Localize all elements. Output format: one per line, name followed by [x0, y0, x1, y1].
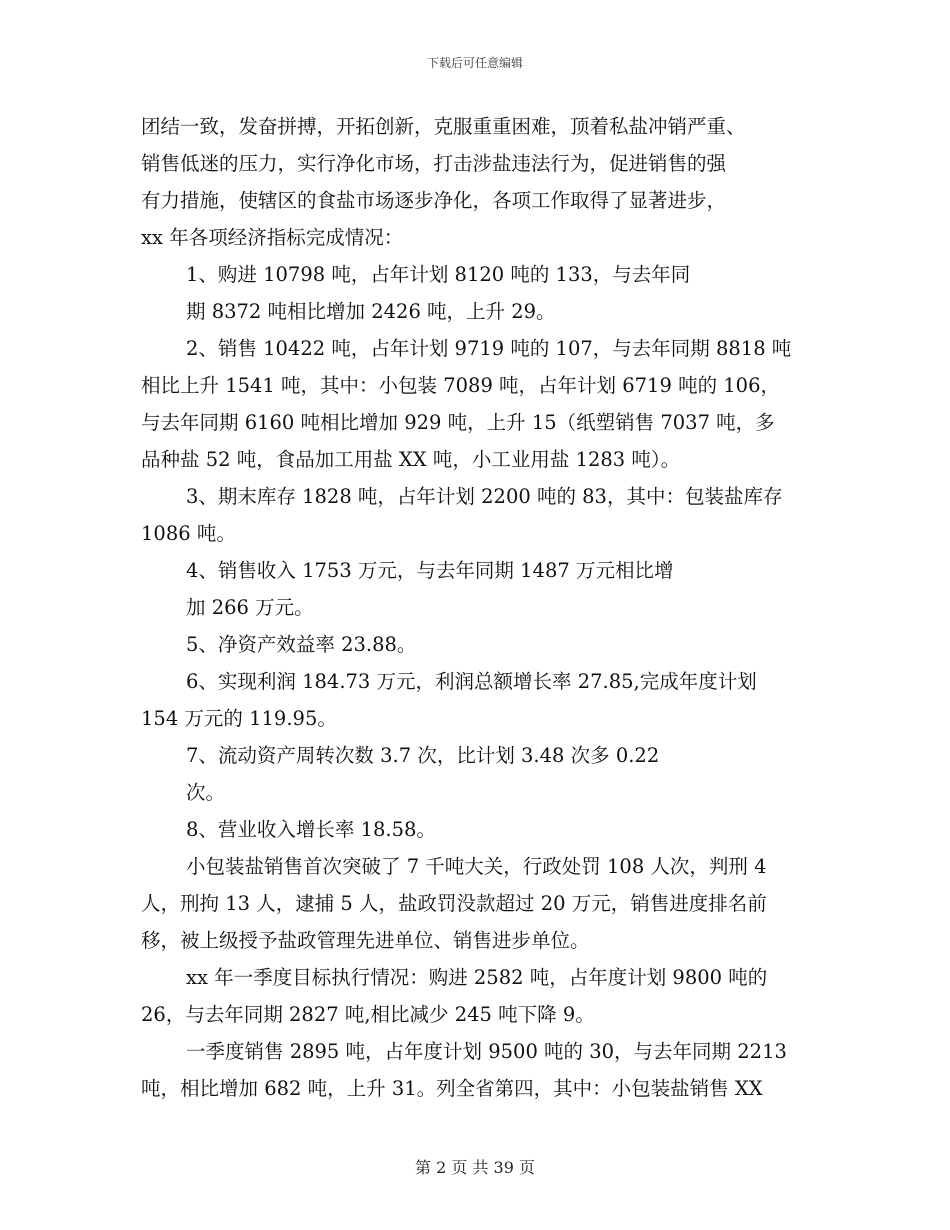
text-line: 一季度销售 2895 吨，占年度计划 9500 吨的 30，与去年同期 2213 [186, 1040, 787, 1063]
text-line: 人，刑拘 13 人，逮捕 5 人，盐政罚没款超过 20 万元，销售进度排名前 [141, 892, 767, 915]
text-line: 7、流动资产周转次数 3.7 次，比计划 3.48 次多 0.22 [186, 744, 660, 767]
page-header: 下载后可任意编辑 [426, 56, 523, 70]
text-line: 4、销售收入 1753 万元，与去年同期 1487 万元相比增 [186, 559, 674, 582]
text-line: 相比上升 1541 吨，其中：小包装 7089 吨，占年计划 6719 吨的 106， [141, 374, 780, 397]
text-line: 品种盐 52 吨，食品加工用盐 XX 吨，小工业用盐 1283 吨）。 [141, 448, 681, 471]
text-line: 加 266 万元。 [186, 596, 314, 619]
text-line: 1、购进 10798 吨，占年计划 8120 吨的 133，与去年同 [186, 263, 691, 286]
text-line: 6、实现利润 184.73 万元，利润总额增长率 27.85,完成年度计划 [186, 670, 757, 693]
text-line: 5、净资产效益率 23.88。 [186, 633, 417, 656]
text-line: xx 年各项经济指标完成情况： [141, 226, 404, 249]
text-line: 小包装盐销售首次突破了 7 千吨大关，行政处罚 108 人次，判刑 4 [186, 855, 767, 878]
text-line: 有力措施，使辖区的食盐市场逐步净化，各项工作取得了显著进步， [141, 189, 727, 212]
page-footer: 第 2 页 共 39 页 [415, 1158, 535, 1177]
text-line: 吨，相比增加 682 吨，上升 31。列全省第四，其中：小包装盐销售 XX [141, 1077, 763, 1100]
text-line: 次。 [186, 781, 226, 804]
document-body [141, 108, 809, 1107]
text-line: 154 万元的 119.95。 [141, 707, 337, 730]
text-line: 8、营业收入增长率 18.58。 [186, 818, 436, 841]
text-line: 1086 吨。 [141, 522, 236, 545]
text-line: 26，与去年同期 2827 吨,相比减少 245 吨下降 9。 [141, 1003, 595, 1026]
text-line: 2、销售 10422 吨，占年计划 9719 吨的 107，与去年同期 8818 吨 [186, 337, 792, 360]
text-line: 移，被上级授予盐政管理先进单位、销售进步单位。 [141, 929, 590, 952]
text-line: 3、期末库存 1828 吨，占年计划 2200 吨的 83，其中：包装盐库存 [186, 485, 783, 508]
text-line: xx 年一季度目标执行情况：购进 2582 吨，占年度计划 9800 吨的 [186, 966, 768, 989]
text-line: 与去年同期 6160 吨相比增加 929 吨，上升 15（纸塑销售 7037 吨，多 [141, 411, 775, 434]
text-line: 期 8372 吨相比增加 2426 吨，上升 29。 [186, 300, 556, 323]
text-line: 团结一致，发奋拼搏，开拓创新，克服重重困难，顶着私盐冲销严重、 [141, 115, 746, 138]
text-line: 销售低迷的压力，实行净化市场，打击涉盐违法行为，促进销售的强 [141, 152, 727, 175]
